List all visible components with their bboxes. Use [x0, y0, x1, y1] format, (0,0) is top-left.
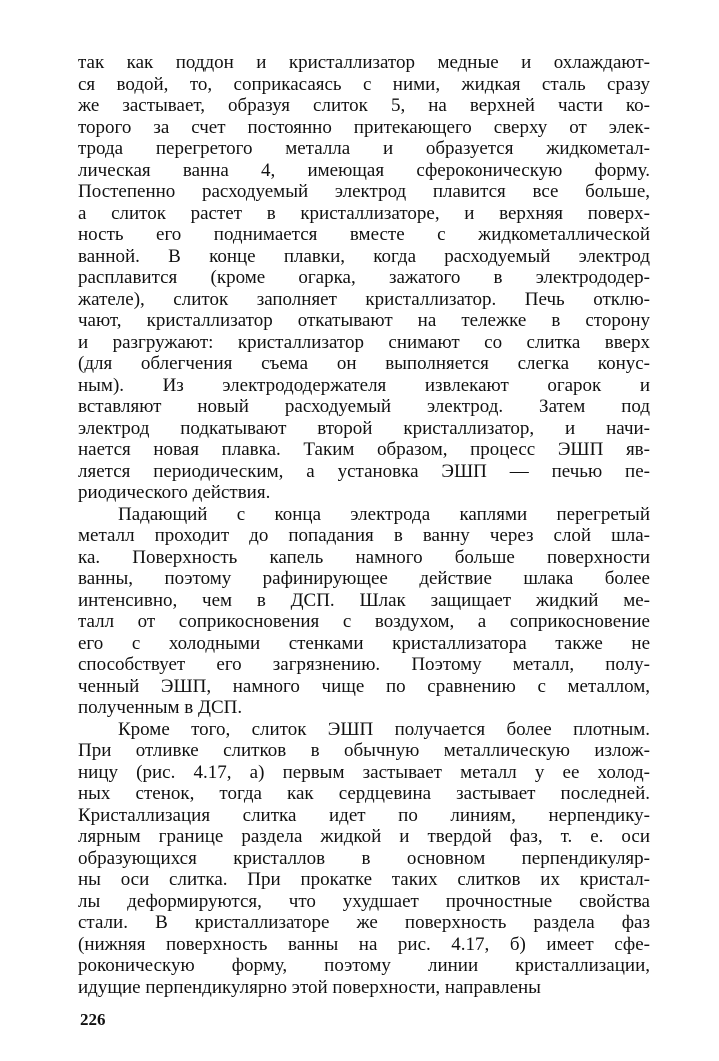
page-number: 226 [80, 1010, 106, 1029]
paragraph [78, 719, 650, 999]
text-line: ным). Из электрододержателя извлекают огарок и [78, 374, 650, 396]
text-line: чают, кристаллизатор откатывают на тележке в сторону [78, 310, 650, 331]
text-line: лическая ванна 4, имеющая сфероконическую форму. [78, 159, 650, 181]
text-line: лярным границе раздела жидкой и твердой фаз, т. е. оси [78, 826, 650, 847]
text-line: интенсивно, чем в ДСП. Шлак защищает жидкий ме- [78, 589, 650, 611]
text-line: электрод подкатывают второй кристаллизатор, и начи- [78, 417, 650, 439]
text-line: нается новая плавка. Таким образом, процесс ЭШП яв- [78, 439, 650, 460]
text-line: лы деформируются, что ухудшает прочностные свойства [78, 890, 650, 912]
text-line: талл от соприкосновения с воздухом, а соприкосновение [78, 611, 650, 632]
text-line: а слиток растет в кристаллизаторе, и верхняя поверх- [78, 202, 650, 224]
text-line: же застывает, образуя слиток 5, на верхней части ко- [78, 95, 650, 116]
text-line: Кристаллизация слитка идет по линиям, нерпендику- [78, 804, 650, 826]
paragraph [78, 52, 650, 504]
text-line: Падающий с конца электрода каплями перегретый [118, 503, 650, 525]
text-line: образующихся кристаллов в основном перпендикуляр- [78, 847, 650, 869]
text-line: торого за счет постоянно притекающего сверху от элек- [78, 116, 650, 138]
text-line: ны оси слитка. При прокатке таких слитков их кристал- [78, 869, 650, 890]
text-line: ванны, поэтому рафинирующее действие шлака более [78, 568, 650, 589]
text-line: ных стенок, тогда как сердцевина застывает последней. [78, 783, 650, 804]
text-line: ницу (рис. 4.17, а) первым застывает металл у ее холод- [78, 761, 650, 783]
text-line: металл проходит до попадания в ванну через слой шла- [78, 525, 650, 546]
text-line: его с холодными стенками кристаллизатора также не [78, 632, 650, 654]
text-line: жателе), слиток заполняет кристаллизатор. Печь отклю- [78, 288, 650, 310]
text-line: расплавится (кроме огарка, зажатого в электрододер- [78, 267, 650, 288]
text-line: (нижняя поверхность ванны на рис. 4.17, б) имеет сфе- [78, 933, 650, 955]
text-line: трода перегретого металла и образуется жидкометал- [78, 138, 650, 159]
text-line: идущие перпендикулярно этой поверхности, направлены [78, 976, 541, 998]
paragraph [78, 504, 650, 719]
text-line: полученным в ДСП. [78, 697, 243, 718]
text-line: стали. В кристаллизаторе же поверхность раздела фаз [78, 912, 650, 933]
text-line: Кроме того, слиток ЭШП получается более плотным. [118, 718, 650, 740]
text-line: риодического действия. [78, 482, 271, 503]
text-line: ка. Поверхность капель намного больше поверхности [78, 546, 650, 568]
text-line: При отливке слитков в обычную металлическую излож- [78, 740, 650, 761]
text-line: ванной. В конце плавки, когда расходуемый электрод [78, 245, 650, 267]
text-line: вставляют новый расходуемый электрод. Затем под [78, 396, 650, 417]
text-line: ляется периодическим, а установка ЭШП — печью пе- [78, 460, 650, 482]
text-line: и разгружают: кристаллизатор снимают со слитка вверх [78, 331, 650, 353]
text-line: способствует его загрязнению. Поэтому металл, полу- [78, 654, 650, 675]
text-line: ность его поднимается вместе с жидкометаллической [78, 224, 650, 245]
text-line: ченный ЭШП, намного чище по сравнению с металлом, [78, 675, 650, 697]
text-line: ся водой, то, соприкасаясь с ними, жидкая сталь сразу [78, 73, 650, 95]
text-line: так как поддон и кристаллизатор медные и охлаждают- [78, 52, 650, 73]
text-line: (для облегчения съема он выполняется слегка конус- [78, 353, 650, 374]
text-line: Постепенно расходуемый электрод плавится все больше, [78, 181, 650, 202]
text-line: роконическую форму, поэтому линии кристаллизации, [78, 955, 650, 976]
body-text [78, 52, 650, 998]
